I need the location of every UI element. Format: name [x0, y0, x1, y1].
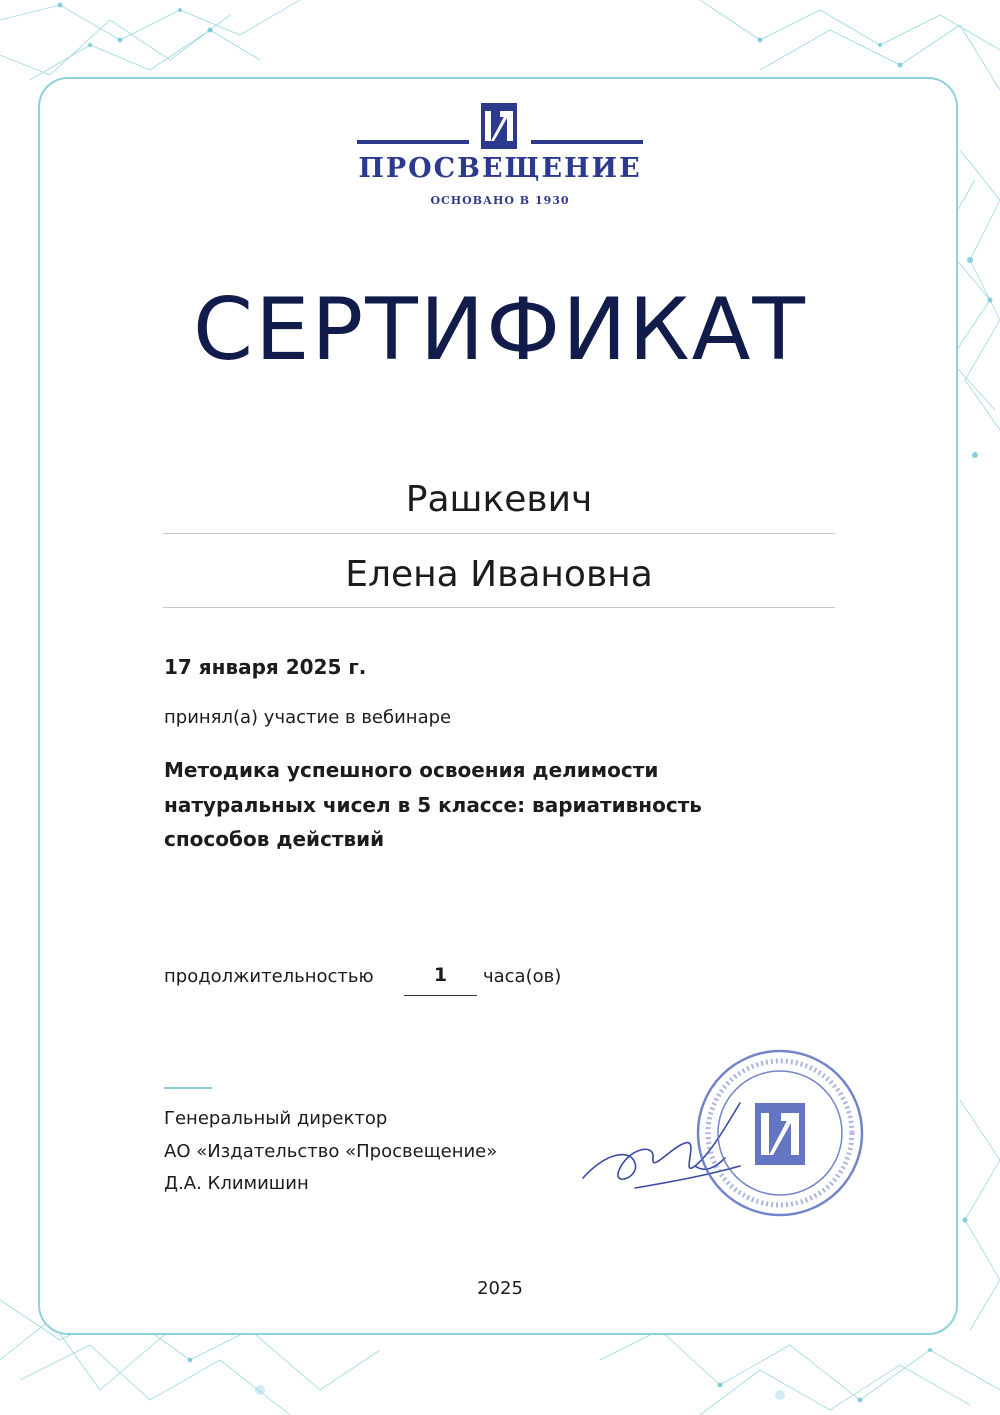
- certificate-title: СЕРТИФИКАТ: [193, 280, 807, 380]
- signature-accent-line: [164, 1087, 212, 1089]
- webinar-title: Методика успешного освоения делимости натуральных чисел в 5 классе: вариативность способов действий: [164, 758, 702, 851]
- duration-value: 1: [404, 964, 477, 996]
- handwritten-signature: [583, 1103, 740, 1188]
- publisher-logo: [355, 100, 645, 215]
- recipient-given-names: Елена Ивановна: [345, 554, 653, 595]
- signatory-organization: АО «Издательство «Просвещение»: [164, 1141, 498, 1162]
- logo-line-left: [357, 140, 469, 144]
- publisher-name: ПРОСВЕЩЕНИЕ: [358, 153, 642, 184]
- participation-text: принял(а) участие в вебинаре: [164, 707, 452, 728]
- publisher-emblem-icon: [480, 102, 518, 150]
- duration-unit: часа(ов): [483, 966, 562, 987]
- publisher-tagline: ОСНОВАНО В 1930: [430, 194, 570, 207]
- duration-label: продолжительностью: [164, 966, 374, 987]
- name-divider-top: [163, 533, 835, 534]
- certificate-year: 2025: [477, 1278, 523, 1299]
- signatory-title: Генеральный директор: [164, 1108, 388, 1129]
- signature-and-seal: [575, 1048, 875, 1218]
- signatory-name: Д.А. Климишин: [164, 1173, 309, 1194]
- logo-line-right: [531, 140, 643, 144]
- recipient-surname: Рашкевич: [405, 479, 593, 520]
- event-date: 17 января 2025 г.: [164, 655, 367, 679]
- name-divider-bottom: [163, 607, 835, 608]
